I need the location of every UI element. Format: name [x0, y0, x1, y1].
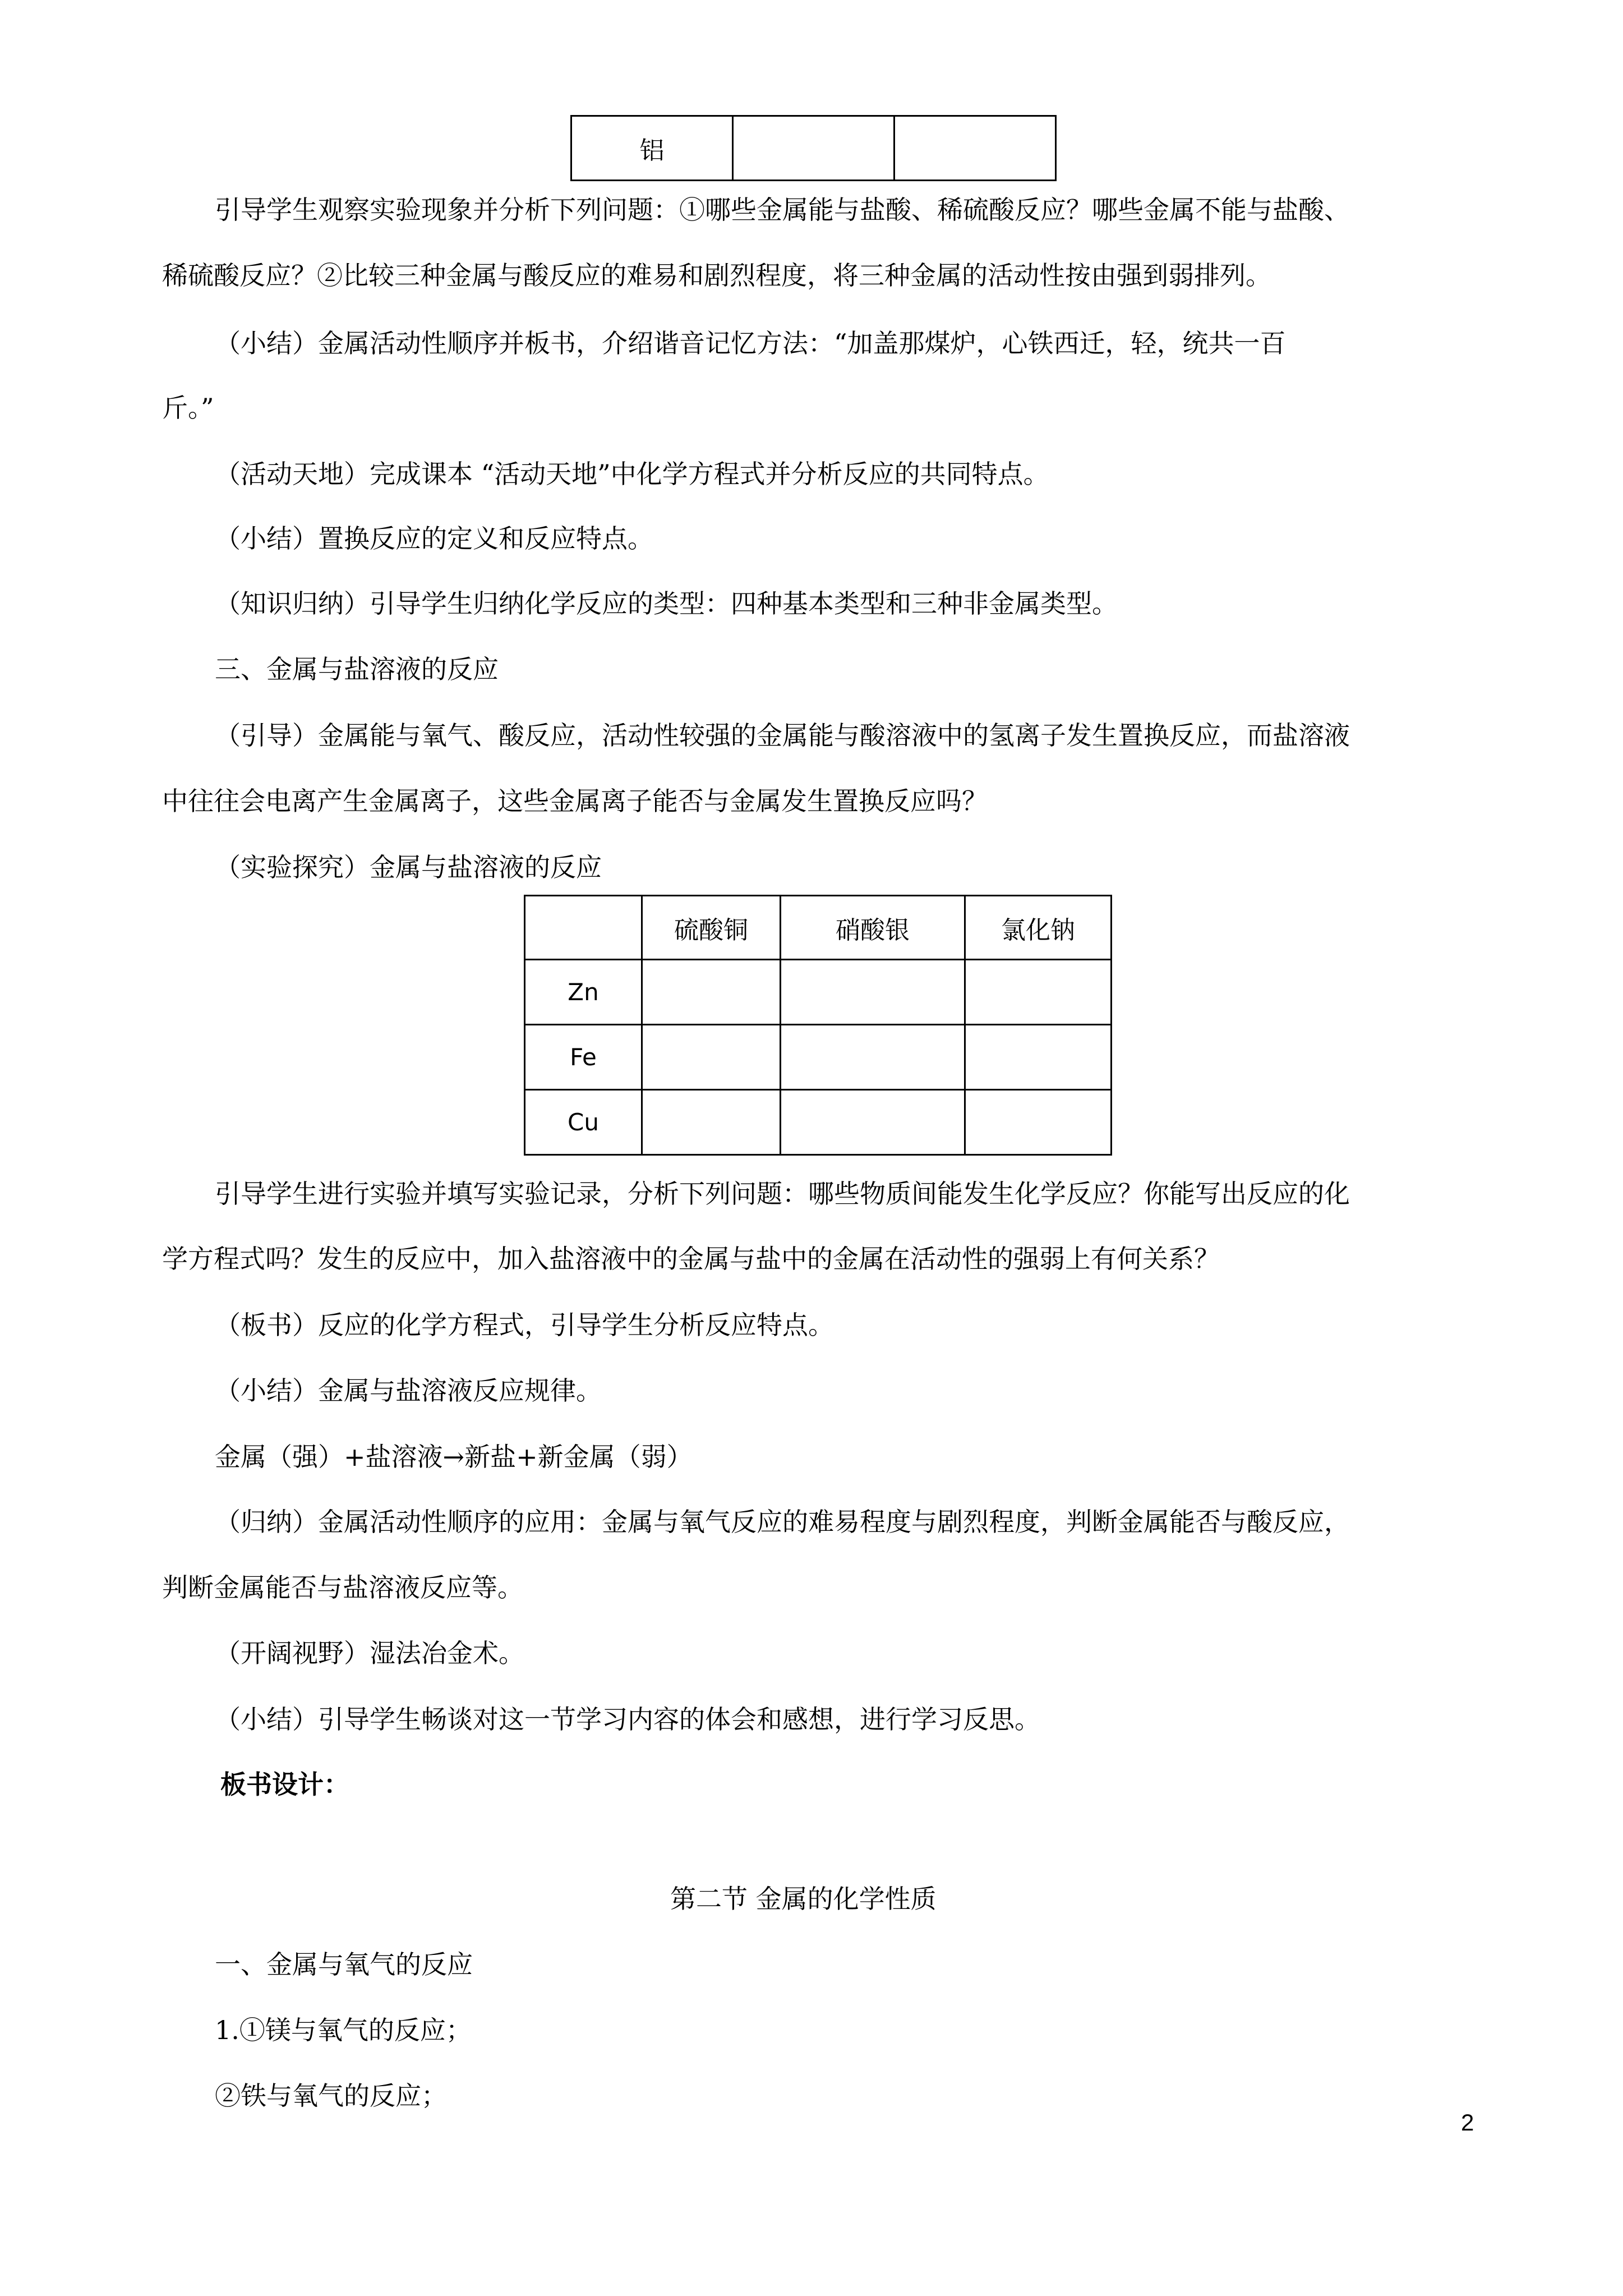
table-cell: 铝	[571, 116, 733, 181]
paragraph-line: 判断金属能否与盐溶液反应等。	[162, 1572, 523, 1603]
table-row	[571, 116, 1056, 181]
table-cell	[642, 1025, 781, 1090]
list-item: 1.①镁与氧气的反应；	[215, 2015, 472, 2045]
paragraph-line: （知识归纳）引导学生归纳化学反应的类型：四种基本类型和三种非金属类型。	[215, 588, 1118, 619]
metal-label-cell: Fe	[525, 1025, 642, 1090]
table-cell	[733, 116, 895, 181]
table-row	[525, 960, 1112, 1025]
paragraph-line: （开阔视野）湿法冶金术。	[215, 1638, 524, 1668]
equation-line: 金属（强）+盐溶液→新盐+新金属（弱）	[215, 1442, 693, 1472]
table-cell	[642, 960, 781, 1025]
metal-label-cell: Zn	[525, 960, 642, 1025]
paragraph-line: （板书）反应的化学方程式，引导学生分析反应特点。	[215, 1310, 834, 1340]
paragraph-line: 学方程式吗？发生的反应中，加入盐溶液中的金属与盐中的金属在活动性的强弱上有何关系？	[162, 1244, 1220, 1274]
table-header-cell	[525, 896, 642, 960]
paragraph-line: 斤。”	[162, 393, 214, 423]
salt-reaction-table	[524, 895, 1112, 1156]
table-cell	[781, 1025, 965, 1090]
paragraph-line: 稀硫酸反应？②比较三种金属与酸反应的难易和剧烈程度，将三种金属的活动性按由强到弱排列。	[162, 260, 1271, 291]
table-cell	[965, 960, 1112, 1025]
metal-label-cell: Cu	[525, 1090, 642, 1155]
list-item: ②铁与氧气的反应；	[215, 2081, 447, 2111]
table-row	[525, 1090, 1112, 1155]
paragraph-line: （小结）金属与盐溶液反应规律。	[215, 1375, 602, 1406]
paragraph-line: 引导学生进行实验并填写实验记录，分析下列问题：哪些物质间能发生化学反应？你能写出反应的化	[215, 1179, 1350, 1209]
section-title: 第二节 金属的化学性质	[670, 1884, 937, 1914]
table-header-cell: 氯化钠	[965, 896, 1112, 960]
table-cell	[642, 1090, 781, 1155]
paragraph-line: （小结）引导学生畅谈对这一节学习内容的体会和感想，进行学习反思。	[215, 1704, 1040, 1734]
paragraph-line: 引导学生观察实验现象并分析下列问题：①哪些金属能与盐酸、稀硫酸反应？哪些金属不能与盐酸、	[215, 195, 1350, 225]
paragraph-line: 中往往会电离产生金属离子，这些金属离子能否与金属发生置换反应吗？	[162, 786, 988, 816]
board-design-label: 板书设计：	[220, 1769, 349, 1800]
table-cell	[895, 116, 1056, 181]
paragraph-line: （小结）金属活动性顺序并板书，介绍谐音记忆方法：“加盖那煤炉，心铁西迁，轻，统共一百	[215, 328, 1286, 358]
reaction-table-fragment	[570, 115, 1057, 181]
page-number: 2	[1461, 2109, 1474, 2136]
table-header-row	[525, 896, 1112, 960]
paragraph-line: （小结）置换反应的定义和反应特点。	[215, 523, 653, 554]
table-cell	[781, 1090, 965, 1155]
paragraph-line: （活动天地）完成课本 “活动天地”中化学方程式并分析反应的共同特点。	[215, 459, 1049, 489]
table-cell	[781, 960, 965, 1025]
table-cell	[965, 1025, 1112, 1090]
table-cell	[965, 1090, 1112, 1155]
table-header-cell: 硫酸铜	[642, 896, 781, 960]
table-header-cell: 硝酸银	[781, 896, 965, 960]
table-row	[525, 1025, 1112, 1090]
paragraph-line: （归纳）金属活动性顺序的应用：金属与氧气反应的难易程度与剧烈程度，判断金属能否与酸反应，	[215, 1507, 1350, 1537]
paragraph-line: （引导）金属能与氧气、酸反应，活动性较强的金属能与酸溶液中的氢离子发生置换反应，而盐溶液	[215, 720, 1350, 751]
paragraph-line: （实验探究）金属与盐溶液的反应	[215, 852, 602, 882]
section-heading: 一、金属与氧气的反应	[215, 1949, 473, 1980]
section-heading: 三、金属与盐溶液的反应	[215, 654, 499, 684]
